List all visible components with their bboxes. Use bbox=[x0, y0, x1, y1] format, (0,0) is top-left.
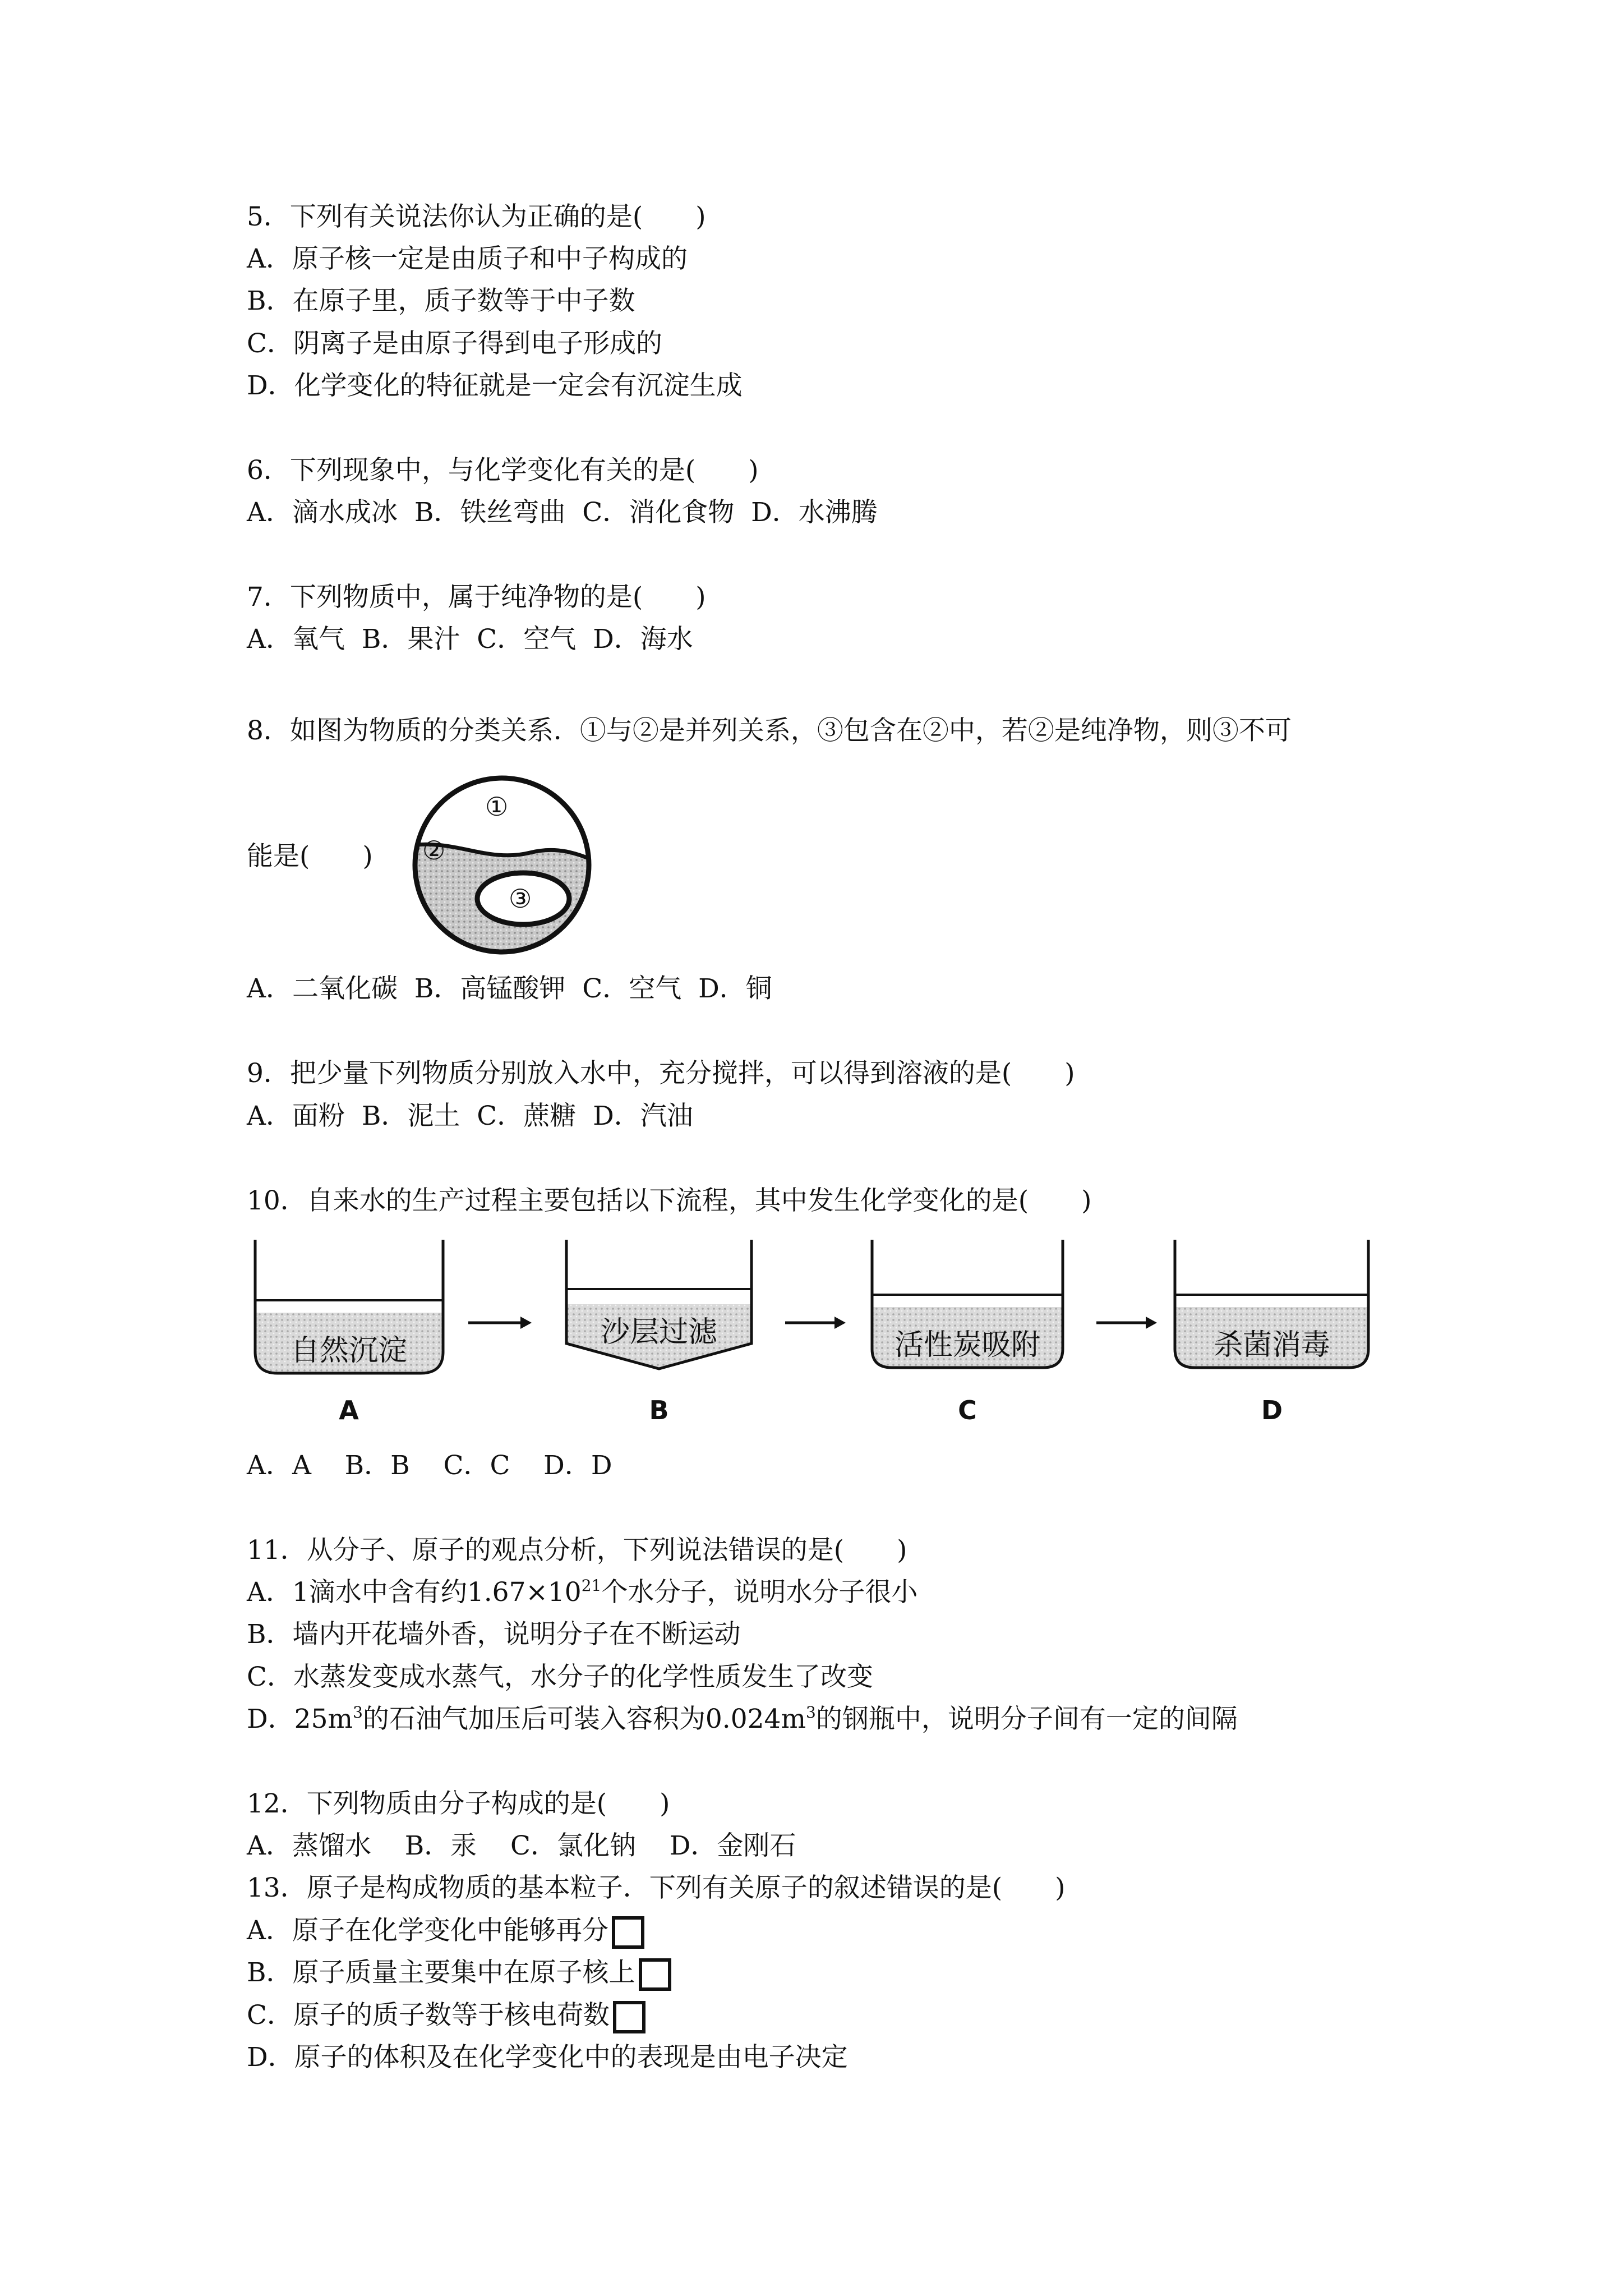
q11-option-d-exponent-1: 3 bbox=[353, 1703, 363, 1722]
step-c-label: 活性炭吸附 bbox=[894, 1328, 1041, 1362]
q11-option-d-exponent-2: 3 bbox=[806, 1703, 816, 1722]
q13-option-a-text: A．原子在化学变化中能够再分 bbox=[247, 1915, 608, 1946]
q9-options: A．面粉 B．泥土 C．蔗糖 D．汽油 bbox=[247, 1101, 693, 1131]
step-b-container bbox=[566, 1240, 751, 1425]
q7-stem: 7．下列物质中，属于纯净物的是( ) bbox=[247, 582, 706, 613]
diagram-label-3: ③ bbox=[509, 884, 532, 914]
q11-option-a-exponent: 21 bbox=[581, 1576, 602, 1595]
q13-stem: 13．原子是构成物质的基本粒子．下列有关原子的叙述错误的是( ) bbox=[247, 1872, 1066, 1903]
q12-stem: 12．下列物质由分子构成的是( ) bbox=[247, 1788, 670, 1819]
classification-diagram bbox=[401, 769, 603, 962]
answer-box bbox=[613, 2001, 645, 2033]
q11-option-a bbox=[247, 1576, 917, 1609]
q5-option-b: B．在原子里，质子数等于中子数 bbox=[247, 286, 635, 316]
q8-stem-line2: 能是( ) bbox=[247, 841, 373, 872]
q13-option-c bbox=[247, 1999, 645, 2033]
answer-box bbox=[612, 1916, 644, 1949]
q13-option-a bbox=[247, 1914, 644, 1949]
q9-stem: 9．把少量下列物质分别放入水中，充分搅拌，可以得到溶液的是( ) bbox=[247, 1058, 1075, 1089]
diagram-label-1: ① bbox=[485, 792, 509, 822]
q12-options: A．蒸馏水 B．汞 C．氯化钠 D．金刚石 bbox=[247, 1830, 796, 1861]
q10-options: A．A B．B C．C D．D bbox=[247, 1450, 612, 1481]
q11-option-a-rest: 个水分子，说明水分子很小 bbox=[601, 1577, 918, 1608]
q6-stem: 6．下列现象中，与化学变化有关的是( ) bbox=[247, 455, 759, 486]
step-a-container bbox=[255, 1240, 443, 1425]
step-d-container bbox=[1175, 1240, 1368, 1425]
step-d-label: 杀菌消毒 bbox=[1213, 1328, 1331, 1362]
q11-option-d-middle: 的石油气加压后可装入容积为0.024m bbox=[362, 1704, 806, 1734]
q5-option-c: C．阴离子是由原子得到电子形成的 bbox=[247, 328, 662, 359]
step-a-label: 自然沉淀 bbox=[290, 1334, 408, 1368]
step-c-letter: C bbox=[958, 1395, 977, 1425]
step-d-letter: D bbox=[1261, 1395, 1283, 1425]
step-b-label: 沙层过滤 bbox=[600, 1315, 718, 1349]
q11-option-d-text: D．25m bbox=[247, 1704, 353, 1734]
q11-option-a-text: A．1滴水中含有约1.67×10 bbox=[247, 1577, 582, 1608]
q11-option-b: B．墙内开花墙外香，说明分子在不断运动 bbox=[247, 1619, 741, 1650]
q11-option-c: C．水蒸发变成水蒸气，水分子的化学性质发生了改变 bbox=[247, 1662, 873, 1692]
q13-option-b-text: B．原子质量主要集中在原子核上 bbox=[247, 1957, 635, 1988]
diagram-label-2: ② bbox=[422, 835, 446, 866]
step-c-container bbox=[872, 1240, 1063, 1425]
q11-option-d bbox=[247, 1703, 1238, 1736]
step-a-letter: A bbox=[339, 1395, 359, 1425]
q5-stem: 5．下列有关说法你认为正确的是( ) bbox=[247, 201, 706, 232]
q5-option-a: A．原子核一定是由质子和中子构成的 bbox=[247, 243, 688, 274]
q11-option-d-rest: 的钢瓶中，说明分子间有一定的间隔 bbox=[815, 1704, 1238, 1734]
q13-option-b bbox=[247, 1956, 671, 1991]
q5-option-d: D．化学变化的特征就是一定会有沉淀生成 bbox=[247, 370, 743, 401]
q6-options: A．滴水成冰 B．铁丝弯曲 C．消化食物 D．水沸腾 bbox=[247, 497, 878, 528]
answer-box bbox=[639, 1958, 671, 1991]
q11-stem: 11．从分子、原子的观点分析，下列说法错误的是( ) bbox=[247, 1535, 907, 1566]
step-b-letter: B bbox=[649, 1395, 669, 1425]
q13-option-c-text: C．原子的质子数等于核电荷数 bbox=[247, 2000, 610, 2031]
q7-options: A．氧气 B．果汁 C．空气 D．海水 bbox=[247, 624, 693, 655]
q13-option-d: D．原子的体积及在化学变化中的表现是由电子决定 bbox=[247, 2042, 848, 2073]
q8-options: A．二氧化碳 B．高锰酸钾 C．空气 D．铜 bbox=[247, 973, 772, 1004]
q8-stem-line1: 8．如图为物质的分类关系．①与②是并列关系，③包含在②中，若②是纯净物，则③不可 bbox=[247, 715, 1292, 746]
water-treatment-flow-diagram bbox=[241, 1240, 1385, 1430]
q10-stem: 10．自来水的生产过程主要包括以下流程，其中发生化学变化的是( ) bbox=[247, 1185, 1092, 1216]
